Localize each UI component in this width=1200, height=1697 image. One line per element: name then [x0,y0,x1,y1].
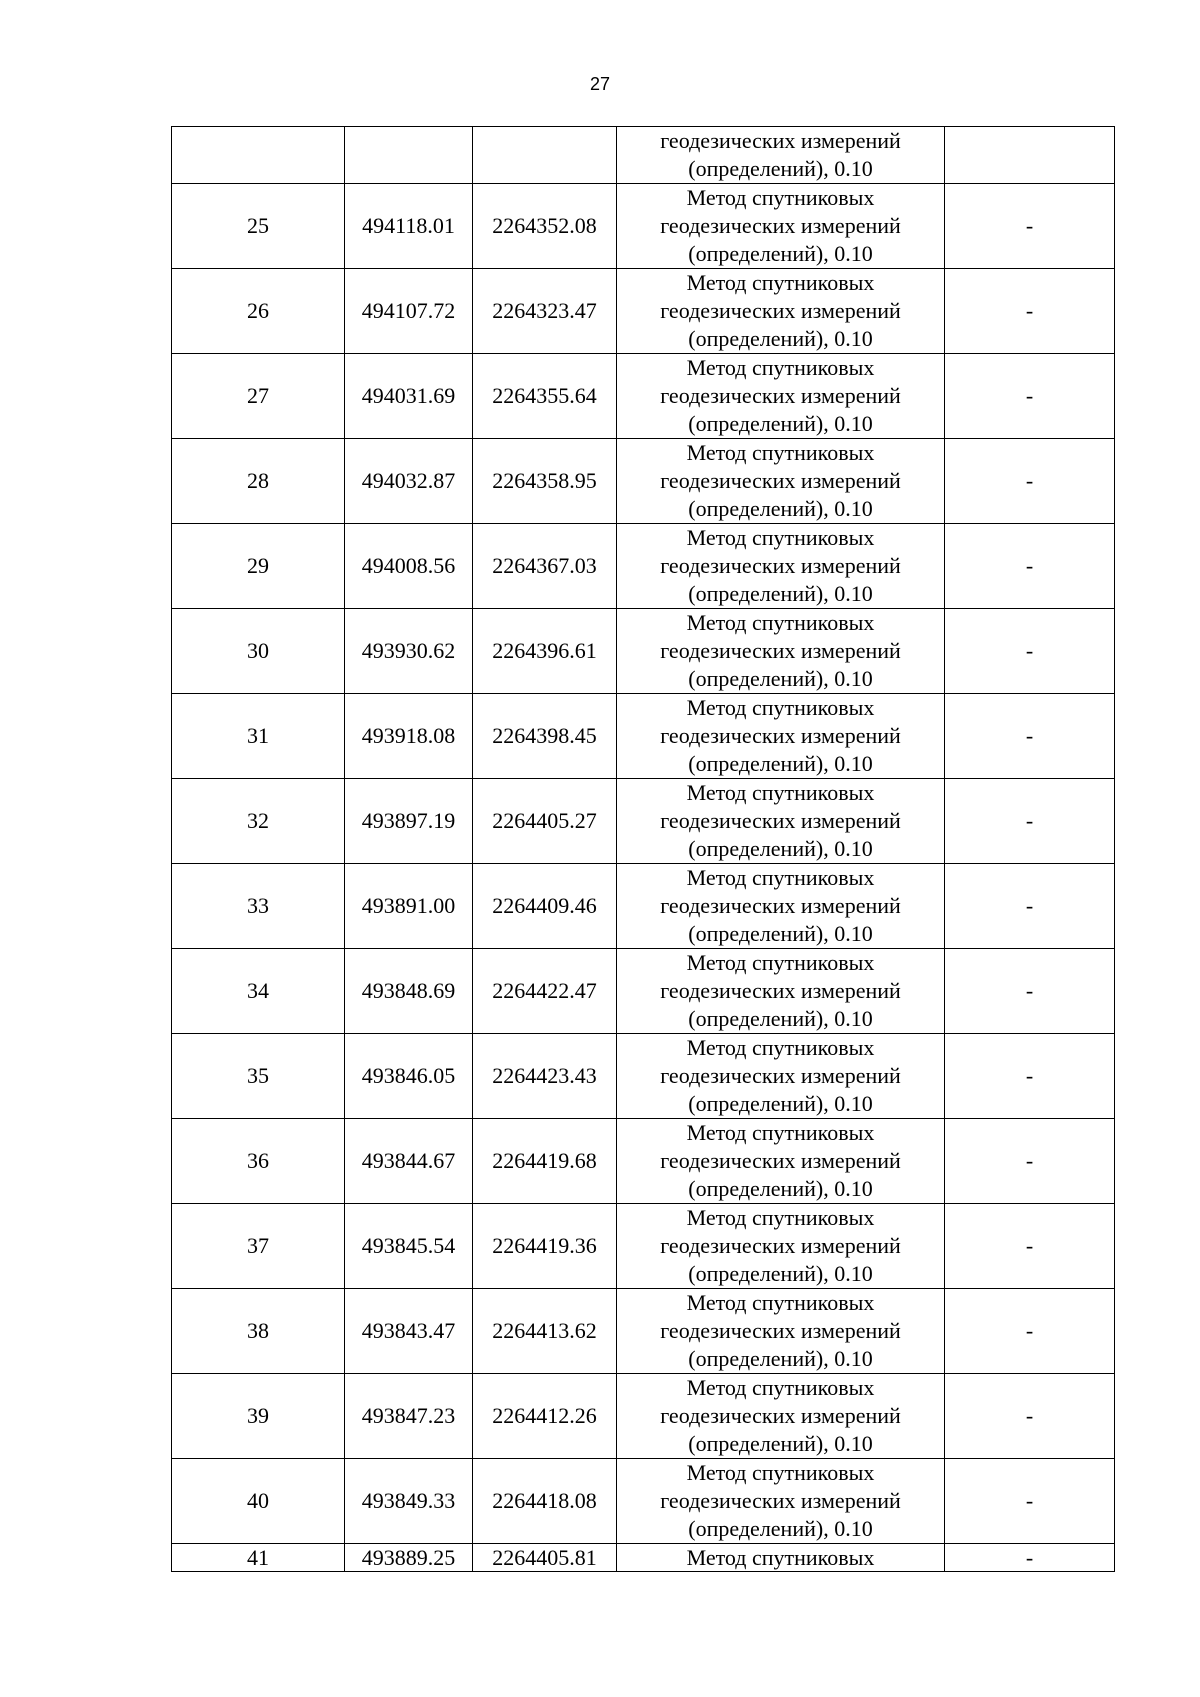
method-line: Метод спутниковых [686,950,875,975]
y-coordinate-cell: 2264422.47 [473,949,617,1034]
method-line: геодезических измерений [660,1488,901,1513]
point-number-cell: 33 [172,864,345,949]
method-line: геодезических измерений [660,1063,901,1088]
y-coordinate-cell: 2264418.08 [473,1459,617,1544]
method-line: (определений), 0.10 [688,241,873,266]
method-cell [617,864,945,949]
point-number-cell: 34 [172,949,345,1034]
method-line: Метод спутниковых [686,270,875,295]
method-line: (определений), 0.10 [688,326,873,351]
x-coordinate-cell: 493889.25 [345,1544,473,1572]
method-cell [617,1034,945,1119]
x-coordinate-cell: 494107.72 [345,269,473,354]
method-line: Метод спутниковых [686,1460,875,1485]
note-cell: - [945,1544,1115,1572]
method-cell [617,524,945,609]
note-cell: - [945,1459,1115,1544]
y-coordinate-cell: 2264396.61 [473,609,617,694]
method-line: геодезических измерений [660,1148,901,1173]
table-row-last [172,1544,1115,1572]
method-cell [617,779,945,864]
point-number-cell: 30 [172,609,345,694]
table-row [172,779,1115,864]
point-number-cell: 38 [172,1289,345,1374]
method-cell [617,609,945,694]
method-line: (определений), 0.10 [688,496,873,521]
table-row [172,184,1115,269]
point-number-cell: 25 [172,184,345,269]
method-line: геодезических измерений [660,1318,901,1343]
method-cell: Метод спутниковых [617,1544,945,1572]
note-cell: - [945,439,1115,524]
method-line: Метод спутниковых [686,695,875,720]
point-number-cell: 39 [172,1374,345,1459]
method-line: геодезических измерений [660,638,901,663]
method-line: (определений), 0.10 [688,751,873,776]
point-number-cell: 41 [172,1544,345,1572]
method-cell [617,354,945,439]
y-coordinate-cell: 2264405.27 [473,779,617,864]
method-line: геодезических измерений [660,723,901,748]
note-cell: - [945,524,1115,609]
x-coordinate-cell: 494032.87 [345,439,473,524]
note-cell: - [945,1374,1115,1459]
method-line: (определений), 0.10 [688,836,873,861]
method-line: геодезических измерений [660,213,901,238]
point-number-cell: 26 [172,269,345,354]
y-coordinate-cell: 2264323.47 [473,269,617,354]
method-cell [617,439,945,524]
note-cell: - [945,949,1115,1034]
method-line: (определений), 0.10 [688,411,873,436]
x-coordinate-cell: 493846.05 [345,1034,473,1119]
table-row [172,864,1115,949]
table-row [172,1289,1115,1374]
method-cell [617,1459,945,1544]
method-line: Метод спутниковых [686,440,875,465]
y-coordinate-cell: 2264412.26 [473,1374,617,1459]
method-line: (определений), 0.10 [688,1261,873,1286]
table-row [172,524,1115,609]
method-line: Метод спутниковых [686,865,875,890]
method-line: геодезических измерений [660,978,901,1003]
note-cell: - [945,184,1115,269]
note-cell: - [945,269,1115,354]
method-line: (определений), 0.10 [688,1006,873,1031]
x-coordinate-cell: 493918.08 [345,694,473,779]
method-cell [617,1119,945,1204]
method-line: Метод спутниковых [686,1035,875,1060]
y-coordinate-cell: 2264405.81 [473,1544,617,1572]
page-number: 27 [589,74,611,94]
y-coordinate-cell: 2264423.43 [473,1034,617,1119]
method-cell [617,949,945,1034]
y-coordinate-cell: 2264358.95 [473,439,617,524]
note-cell: - [945,694,1115,779]
method-line: Метод спутниковых [686,1120,875,1145]
method-cell [617,1204,945,1289]
method-cell [617,694,945,779]
method-line: геодезических измерений [660,808,901,833]
x-coordinate-cell: 494118.01 [345,184,473,269]
note-cell: - [945,779,1115,864]
method-line: Метод спутниковых [686,355,875,380]
point-number-cell: 28 [172,439,345,524]
method-line: (определений), 0.10 [688,921,873,946]
method-line: Метод спутниковых [686,780,875,805]
x-coordinate-cell [345,127,473,184]
point-number-cell: 31 [172,694,345,779]
method-line: Метод спутниковых [686,1205,875,1230]
x-coordinate-cell: 493848.69 [345,949,473,1034]
note-cell: - [945,1119,1115,1204]
table-row [172,1119,1115,1204]
method-line: Метод спутниковых [686,610,875,635]
table-row [172,609,1115,694]
table-row [172,354,1115,439]
method-line: (определений), 0.10 [688,666,873,691]
table-row [172,1374,1115,1459]
method-line: (определений), 0.10 [688,1176,873,1201]
x-coordinate-cell: 493891.00 [345,864,473,949]
x-coordinate-cell: 493844.67 [345,1119,473,1204]
y-coordinate-cell: 2264398.45 [473,694,617,779]
coordinates-table-body [172,127,1115,1572]
point-number-cell: 37 [172,1204,345,1289]
method-line: Метод спутниковых [686,1375,875,1400]
method-line: геодезических измерений [660,128,901,153]
method-line: геодезических измерений [660,298,901,323]
x-coordinate-cell: 493845.54 [345,1204,473,1289]
y-coordinate-cell: 2264419.68 [473,1119,617,1204]
method-line: геодезических измерений [660,468,901,493]
coordinates-table [171,126,1115,1572]
method-cell [617,1374,945,1459]
x-coordinate-cell: 493930.62 [345,609,473,694]
point-number-cell: 35 [172,1034,345,1119]
method-line: геодезических измерений [660,383,901,408]
table-row [172,949,1115,1034]
point-number-cell: 32 [172,779,345,864]
point-number-cell: 36 [172,1119,345,1204]
x-coordinate-cell: 493897.19 [345,779,473,864]
y-coordinate-cell: 2264419.36 [473,1204,617,1289]
method-line: геодезических измерений [660,1233,901,1258]
table-row [172,269,1115,354]
y-coordinate-cell: 2264409.46 [473,864,617,949]
note-cell: - [945,864,1115,949]
x-coordinate-cell: 494031.69 [345,354,473,439]
method-cell [617,127,945,184]
method-line: (определений), 0.10 [688,156,873,181]
y-coordinate-cell: 2264355.64 [473,354,617,439]
method-line: Метод спутниковых [686,185,875,210]
x-coordinate-cell: 494008.56 [345,524,473,609]
method-line: (определений), 0.10 [688,1091,873,1116]
method-line: (определений), 0.10 [688,1516,873,1541]
method-line: геодезических измерений [660,893,901,918]
x-coordinate-cell: 493849.33 [345,1459,473,1544]
x-coordinate-cell: 493843.47 [345,1289,473,1374]
y-coordinate-cell: 2264413.62 [473,1289,617,1374]
method-line: (определений), 0.10 [688,1431,873,1456]
method-line: геодезических измерений [660,1403,901,1428]
table-row [172,1204,1115,1289]
note-cell: - [945,609,1115,694]
method-line: (определений), 0.10 [688,1346,873,1371]
note-cell [945,127,1115,184]
table-row [172,1034,1115,1119]
method-line: Метод спутниковых [686,525,875,550]
x-coordinate-cell: 493847.23 [345,1374,473,1459]
note-cell: - [945,1034,1115,1119]
y-coordinate-cell [473,127,617,184]
method-cell [617,269,945,354]
note-cell: - [945,354,1115,439]
method-line: геодезических измерений [660,553,901,578]
y-coordinate-cell: 2264367.03 [473,524,617,609]
point-number-cell [172,127,345,184]
table-row [172,694,1115,779]
table-row [172,1459,1115,1544]
note-cell: - [945,1289,1115,1374]
method-cell [617,184,945,269]
y-coordinate-cell: 2264352.08 [473,184,617,269]
method-line: Метод спутниковых [686,1290,875,1315]
point-number-cell: 29 [172,524,345,609]
table-row [172,439,1115,524]
point-number-cell: 40 [172,1459,345,1544]
method-line: (определений), 0.10 [688,581,873,606]
note-cell: - [945,1204,1115,1289]
table-row-continued [172,127,1115,184]
point-number-cell: 27 [172,354,345,439]
method-cell [617,1289,945,1374]
